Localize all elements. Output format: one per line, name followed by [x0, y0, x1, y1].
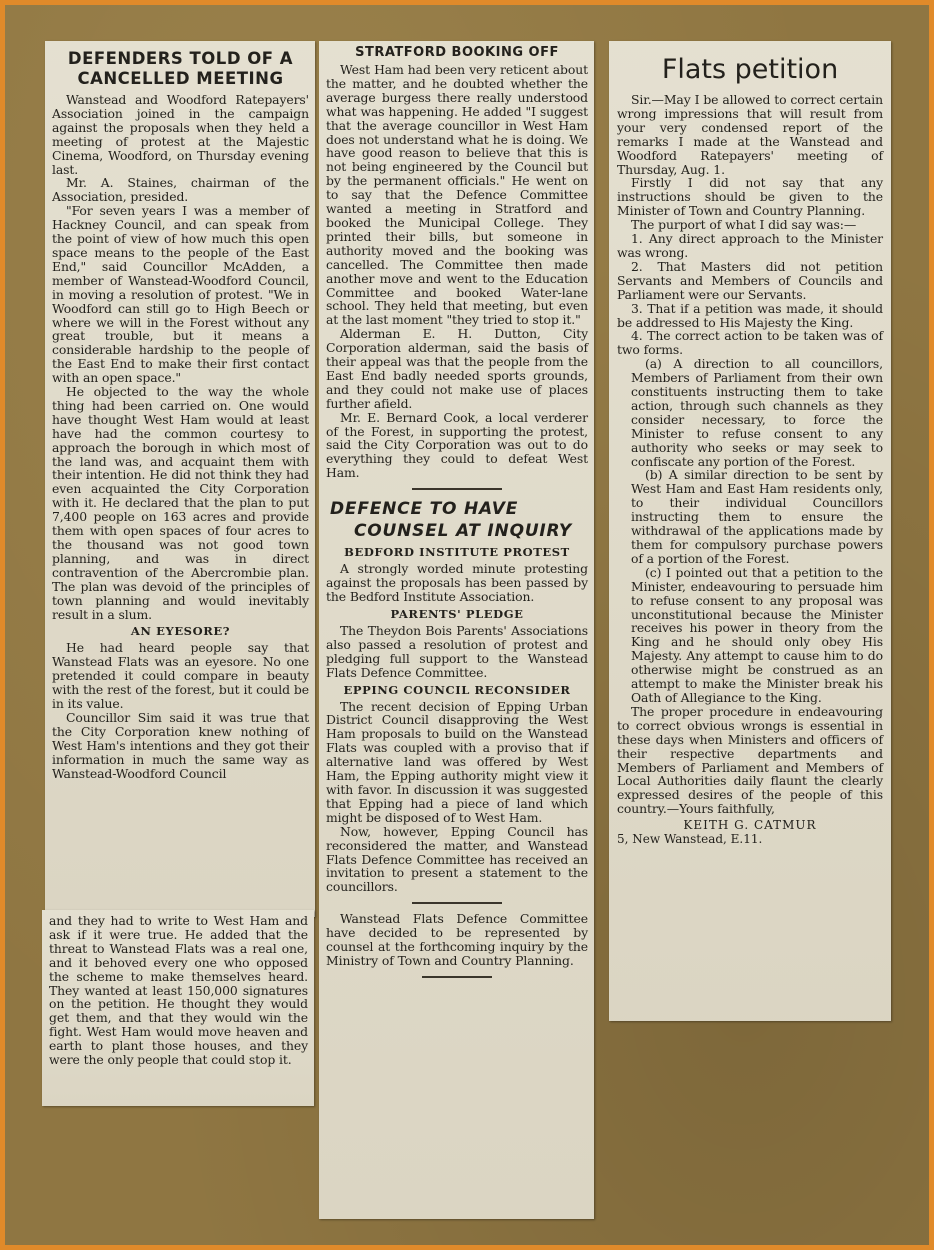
subhead-parents-pledge: PARENTS' PLEDGE: [390, 606, 524, 621]
paragraph: Sir.—May I be allowed to correct certain wrong impressions that will result from your very condensed report of the remarks I made at the Wanstead and Woodford Ratepayers' meeting of Thursday, Aug. 1.: [617, 92, 883, 177]
paragraph: West Ham had been very reticent about the matter, and he doubted whether the average burgess there really understood what was happening. He added "I suggest that the average councillor in West Ham does not understand what he is doing. We have good reason to believe that this is not being engineered by the Council but by the permanent officials." He went on to say that the Defence Committee wanted a meeting in Stratford and booked the Municipal College. They printed their bills, but someone in authority moved and the booking was cancelled. The Committee then made another move and went to the Education Committee and booked Water-lane school. They held that meeting, but even at the last moment "they tried to stop it.": [326, 62, 588, 328]
subhead-epping-council: EPPING COUNCIL RECONSIDER: [343, 682, 571, 697]
paragraph: The proper procedure in endeavouring to correct obvious wrongs is essential in these days when Ministers and officers of their respective departments and Members of Parliament and Members of Local Authorities daily flaunt the clearly expressed desires of the people of this country.—Yours faithfully,: [617, 703, 883, 817]
paragraph: Firstly I did not say that any instructions should be given to the Minister of Town and Country Planning.: [617, 175, 883, 219]
divider-rule: [412, 488, 502, 490]
paragraph: 1. Any direct approach to the Minister was wrong.: [617, 231, 883, 260]
letter-body: [617, 93, 883, 816]
headline-defence-counsel-line1: DEFENCE TO HAVE: [330, 499, 519, 520]
article-body: [326, 912, 588, 968]
article-body: [326, 700, 588, 895]
clipping-stratford-defence: [319, 41, 594, 1219]
paragraph: 4. The correct action to be taken was of two forms.: [617, 328, 883, 358]
paragraph: The recent decision of Epping Urban District Council disapproving the West Ham proposals to build on the Wanstead Flats was coupled with a proviso that if alternative land was offered by West Ham, the Epping authority might view it with favor. In discussion it was suggested that Epping had a piece of land which might be disposed of to West Ham.: [326, 698, 588, 825]
paragraph: Mr. E. Bernard Cook, a local verderer of the Forest, in supporting the protest, said the City Corporation was out to do everything they could to defeat West Ham.: [326, 409, 588, 481]
article-body-continued: [49, 914, 308, 1067]
sub-points: [617, 357, 883, 705]
paragraph: 3. That if a petition was made, it should be addressed to His Majesty the King.: [617, 300, 883, 330]
article-body: [326, 624, 588, 680]
divider-rule: [412, 902, 502, 904]
paragraph: The purport of what I did say was:—: [631, 217, 857, 233]
paragraph: (a) A direction to all councillors, Members of Parliament from their own constituents instructing them to take action, through such channels as they consider necessary, to force the Minister to refuse consent to any authority who seeks or may seek to confiscate any portion of the Forest.: [631, 356, 883, 469]
headline-defence-counsel-line2: COUNSEL AT INQUIRY: [354, 521, 572, 542]
subhead-eyesore: AN EYESORE?: [130, 624, 231, 639]
signature: KEITH G. CATMUR: [683, 818, 817, 833]
paragraph: He objected to the way the whole thing had been carried on. One would have thought West Ham would at least have had the common courtesy to approach the borough in which most of the land was, and acquaint them with their intention. He did not think they had even acquainted the City Corporation with it. He declared that the plan to put 7,400 people on 163 acres and provide them with open spaces of four acres to the thousand was not good town planning, and was in direct contravention of the Abercrombie plan. The plan was devoid of the principles of town planning and would inevitably result in a slum.: [52, 384, 309, 622]
paragraph: "For seven years I was a member of Hackney Council, and can speak from the point of view of how much this open space means to the people of the East End," said Councillor McAdden, a member of Wanstead-Woodford Council, in moving a resolution of protest. "We in Woodford can still go to High Beech or where we will in the Forest without any great trouble, but it means a considerable hardship to the people of the East End to make their first contact with an open space.": [52, 203, 309, 386]
paragraph: 2. That Masters did not petition Servants and Members of Councils and Parliament were our Servants.: [617, 258, 883, 302]
paragraph: Alderman E. H. Dutton, City Corporation alderman, said the basis of their appeal was that the people from the East End badly needed sports grounds, and they could not make use of places further afield.: [326, 326, 588, 411]
paragraph: He had heard people say that Wanstead Flats was an eyesore. No one pretended it could compare in beauty with the rest of the forest, but it could be in its value.: [52, 640, 309, 712]
headline-defenders-told: DEFENDERS TOLD OF A CANCELLED MEETING: [67, 49, 294, 88]
clipping-flats-petition: [609, 41, 891, 1021]
clipping-continuation: [42, 910, 314, 1106]
paragraph: Wanstead Flats Defence Committee have decided to be represented by counsel at the forthcoming inquiry by the Ministry of Town and Country Planning.: [326, 911, 588, 968]
paragraph: Wanstead and Woodford Ratepayers' Association joined in the campaign against the proposals when they held a meeting of protest at the Majestic Cinema, Woodford, on Thursday evening last.: [52, 92, 309, 177]
article-body: [52, 93, 309, 781]
scrapbook-page: [5, 5, 929, 1245]
paragraph: (b) A similar direction to be sent by West Ham and East Ham residents only, to their individual Councillors instructing them to ensure the withdrawal of the applications made by them for compulsory purchase powers of a portion of the Forest.: [631, 467, 883, 566]
paragraph: The Theydon Bois Parents' Associations also passed a resolution of protest and pledging full support to the Wanstead Flats Defence Committee.: [326, 622, 588, 680]
paragraph: A strongly worded minute protesting against the proposals has been passed by the Bedford Institute Association.: [326, 561, 588, 604]
paragraph: Mr. A. Staines, chairman of the Association, presided.: [52, 175, 309, 205]
article-body: [326, 63, 588, 480]
subhead-bedford-institute: BEDFORD INSTITUTE PROTEST: [344, 545, 570, 560]
address: 5, New Wanstead, E.11.: [617, 832, 763, 847]
paragraph: (c) I pointed out that a petition to the Minister, endeavouring to persuade him to refuse consent to any proposal was unconstitutional because the Minister receives his power in theory from the King and he should only obey His Majesty. Any attempt to cause him to do otherwise might be construed as an attempt to make the Minister break his Oath of Allegiance to the King.: [631, 564, 883, 705]
paragraph: and they had to write to West Ham and ask if it were true. He added that the threat to Wanstead Flats was a real one, and it behoved every one who opposed the scheme to make themselves heard. They wanted at least 150,000 signatures on the petition. He thought they would get them, and that they would win the fight. West Ham would move heaven and earth to plant those houses, and they were the only people that could stop it.: [49, 913, 308, 1068]
letter-title: Flats petition: [661, 54, 839, 85]
paragraph: Councillor Sim said it was true that the City Corporation knew nothing of West Ham's intentions and they got their information in much the same way as Wanstead-Woodford Council: [52, 709, 309, 781]
article-body: [326, 562, 588, 604]
paragraph: Now, however, Epping Council has reconsidered the matter, and Wanstead Flats Defence Committee has received an invitation to present a statement to the councillors.: [326, 823, 588, 895]
divider-rule: [422, 976, 492, 978]
clipping-defenders-told: [45, 41, 315, 917]
headline-stratford-booking: STRATFORD BOOKING OFF: [355, 45, 559, 60]
